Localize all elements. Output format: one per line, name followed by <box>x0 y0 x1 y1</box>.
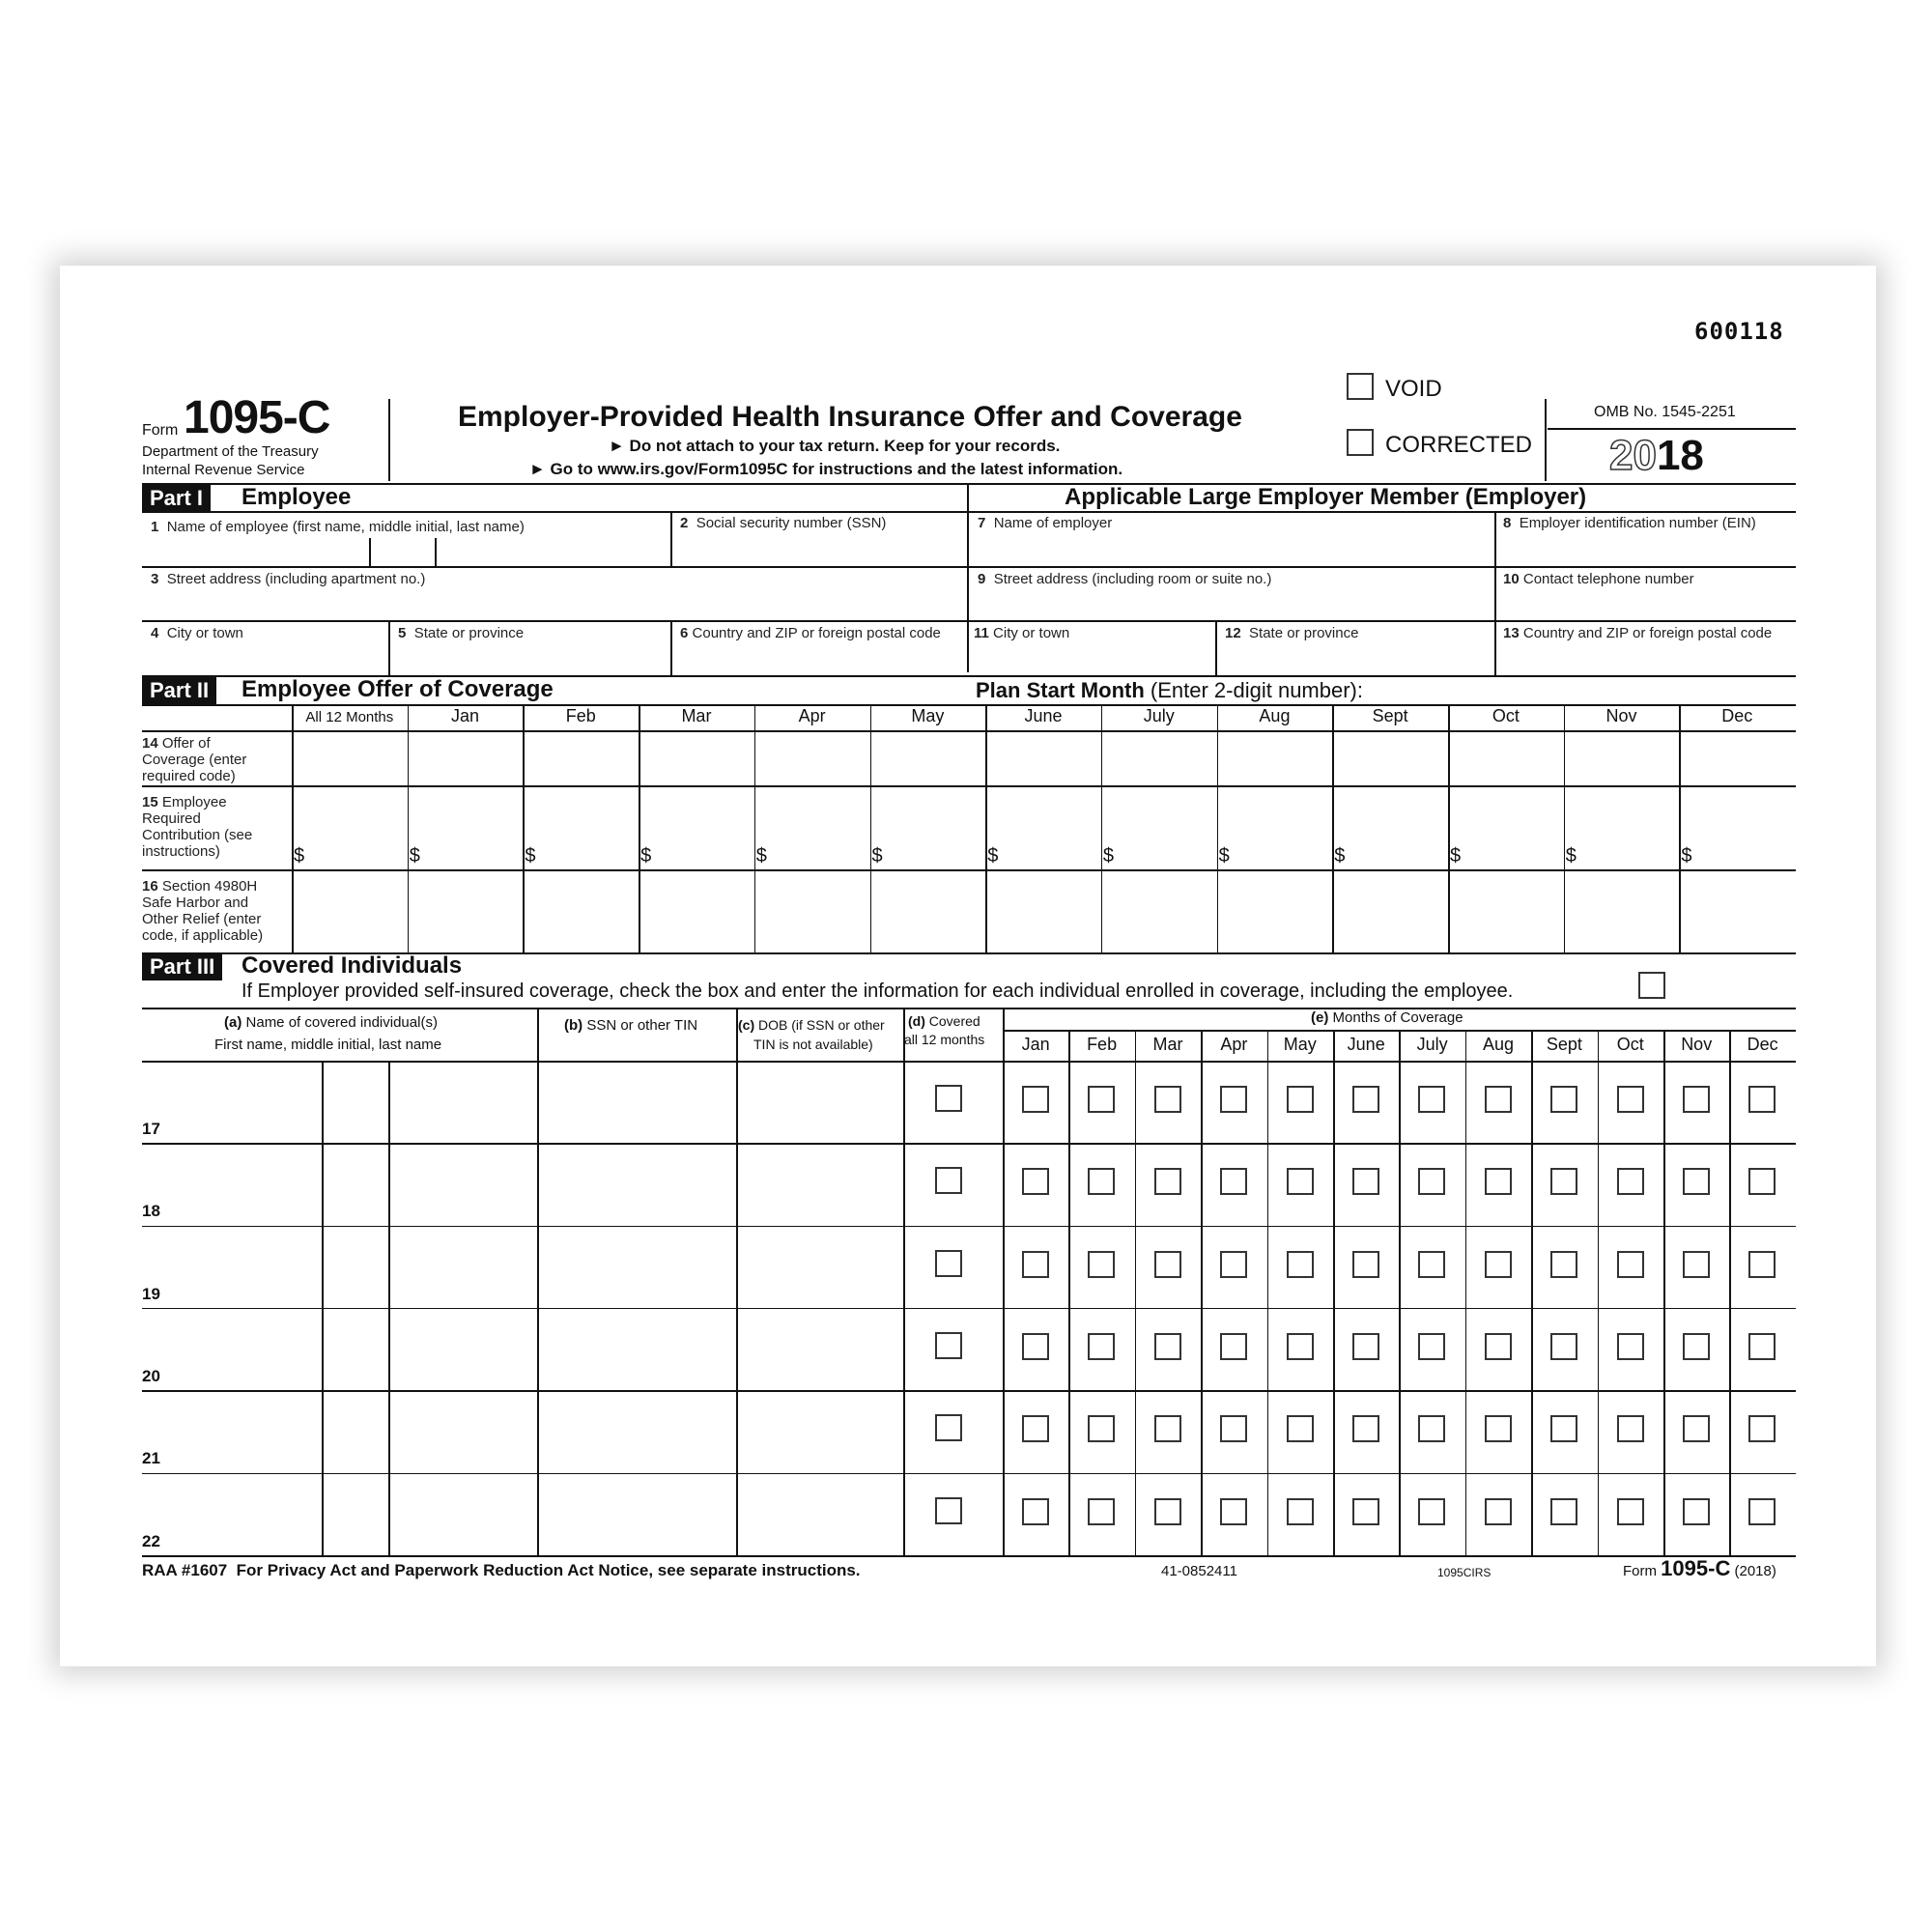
row-number: 17 <box>142 1120 160 1138</box>
covered-12-months-checkbox[interactable] <box>935 1497 962 1524</box>
field-12-label: 12 State or province <box>1225 625 1359 641</box>
field-1-label: 1 Name of employee (first name, middle initial, last name) <box>151 519 525 535</box>
field-13-label: 13 Country and ZIP or foreign postal code <box>1503 625 1773 641</box>
col-a-header-line1: (a) Name of covered individual(s) <box>224 1014 438 1031</box>
instruction-line-2: ► Go to www.irs.gov/Form1095C for instructions and the latest information. <box>529 460 1123 478</box>
part3-month-divider <box>1201 1030 1203 1555</box>
part2-col-header: Mar <box>681 706 712 725</box>
month-coverage-checkbox[interactable] <box>1022 1168 1049 1195</box>
irs-line: Internal Revenue Service <box>142 462 305 478</box>
part2-col-header: Oct <box>1492 706 1520 725</box>
month-coverage-checkbox[interactable] <box>1418 1415 1445 1442</box>
part3-month-header: Dec <box>1747 1035 1778 1054</box>
part3-month-divider <box>1465 1030 1467 1555</box>
part2-col-divider <box>408 704 410 952</box>
part3-month-divider <box>1333 1030 1335 1555</box>
part2-col-divider <box>639 704 640 952</box>
dollar-sign: $ <box>1450 845 1462 867</box>
month-coverage-checkbox[interactable] <box>1022 1498 1049 1525</box>
control-number: 600118 <box>1694 318 1784 345</box>
part3-row-line <box>142 1226 1796 1228</box>
month-coverage-checkbox[interactable] <box>1287 1251 1314 1278</box>
month-coverage-checkbox[interactable] <box>1220 1086 1247 1113</box>
part3-title: Covered Individuals <box>242 952 463 979</box>
month-coverage-checkbox[interactable] <box>1154 1415 1181 1442</box>
footer-code-2: 1095CIRS <box>1437 1566 1492 1579</box>
dollar-sign: $ <box>1102 845 1115 867</box>
omb-number: OMB No. 1545-2251 <box>1594 404 1736 420</box>
month-coverage-checkbox[interactable] <box>1748 1086 1776 1113</box>
part2-col-header: Aug <box>1259 706 1291 725</box>
month-coverage-checkbox[interactable] <box>1088 1086 1115 1113</box>
month-coverage-checkbox[interactable] <box>1154 1168 1181 1195</box>
month-coverage-checkbox[interactable] <box>1617 1333 1644 1360</box>
row-number: 21 <box>142 1449 160 1468</box>
row-15-label: 15 Employee Required Contribution (see instructions) <box>142 794 253 860</box>
covered-12-months-checkbox[interactable] <box>935 1085 962 1112</box>
row-16-label: 16 Section 4980H Safe Harbor and Other Relief (enter code, if applicable) <box>142 878 264 944</box>
month-coverage-checkbox[interactable] <box>1485 1498 1512 1525</box>
part2-col-header: Feb <box>565 706 596 725</box>
col-c-header-line1: (c) DOB (if SSN or other <box>738 1017 885 1033</box>
month-coverage-checkbox[interactable] <box>1287 1415 1314 1442</box>
month-coverage-checkbox[interactable] <box>1418 1251 1445 1278</box>
dollar-sign: $ <box>755 845 767 867</box>
part2-col-header: Jan <box>451 706 480 725</box>
part3-month-divider <box>1729 1030 1731 1555</box>
month-coverage-checkbox[interactable] <box>1220 1168 1247 1195</box>
month-coverage-checkbox[interactable] <box>1485 1333 1512 1360</box>
month-coverage-checkbox[interactable] <box>1022 1251 1049 1278</box>
month-coverage-checkbox[interactable] <box>1617 1168 1644 1195</box>
month-coverage-checkbox[interactable] <box>1022 1333 1049 1360</box>
month-coverage-checkbox[interactable] <box>1352 1168 1379 1195</box>
covered-12-months-checkbox[interactable] <box>935 1332 962 1359</box>
month-coverage-checkbox[interactable] <box>1418 1168 1445 1195</box>
field-8-label: 8 Employer identification number (EIN) <box>1503 515 1756 531</box>
dollar-sign: $ <box>640 845 652 867</box>
month-coverage-checkbox[interactable] <box>1154 1086 1181 1113</box>
part2-col-divider <box>1217 704 1219 952</box>
month-coverage-checkbox[interactable] <box>1352 1086 1379 1113</box>
month-coverage-checkbox[interactable] <box>1418 1086 1445 1113</box>
part2-badge: Part II <box>142 677 216 704</box>
corrected-label: CORRECTED <box>1385 432 1533 458</box>
part2-col-header: July <box>1143 706 1175 725</box>
form-word: Form <box>142 422 179 439</box>
part2-col-divider <box>870 704 872 952</box>
part1-title: Employee <box>242 484 352 510</box>
covered-12-months-checkbox[interactable] <box>935 1167 962 1194</box>
part3-month-header: July <box>1416 1035 1448 1054</box>
field-5-label: 5 State or province <box>398 625 525 641</box>
part1-badge: Part I <box>142 485 211 512</box>
month-coverage-checkbox[interactable] <box>1352 1251 1379 1278</box>
month-coverage-checkbox[interactable] <box>1748 1498 1776 1525</box>
tax-year-light: 20 <box>1609 432 1657 479</box>
part3-row-line <box>142 1390 1796 1392</box>
form-number: 1095-C <box>184 392 330 443</box>
part3-month-header: Mar <box>1152 1035 1183 1054</box>
part2-col-header: Sept <box>1372 706 1408 725</box>
month-coverage-checkbox[interactable] <box>1352 1415 1379 1442</box>
month-coverage-checkbox[interactable] <box>1550 1086 1577 1113</box>
month-coverage-checkbox[interactable] <box>1617 1498 1644 1525</box>
form-sheet <box>60 266 1876 1666</box>
part2-col-divider <box>292 704 294 952</box>
month-coverage-checkbox[interactable] <box>1683 1251 1710 1278</box>
month-coverage-checkbox[interactable] <box>1088 1168 1115 1195</box>
field-6-label: 6 Country and ZIP or foreign postal code <box>680 625 941 641</box>
dollar-sign: $ <box>1218 845 1230 867</box>
month-coverage-checkbox[interactable] <box>1683 1415 1710 1442</box>
part2-col-header: May <box>911 706 945 725</box>
part2-col-header: Dec <box>1721 706 1753 725</box>
void-checkbox[interactable] <box>1347 373 1374 400</box>
row-number: 20 <box>142 1366 160 1385</box>
row-number: 19 <box>142 1284 160 1303</box>
part3-month-divider <box>1531 1030 1533 1555</box>
part2-col-divider <box>1679 704 1681 952</box>
part3-month-divider <box>1068 1030 1070 1555</box>
covered-12-months-checkbox[interactable] <box>935 1250 962 1277</box>
month-coverage-checkbox[interactable] <box>1088 1498 1115 1525</box>
department-line: Department of the Treasury <box>142 443 319 460</box>
part2-col-divider <box>1564 704 1566 952</box>
month-coverage-checkbox[interactable] <box>1485 1168 1512 1195</box>
row-number: 18 <box>142 1202 160 1221</box>
row-number: 22 <box>142 1531 160 1550</box>
part2-col-divider <box>1101 704 1103 952</box>
col-d-header-line2: all 12 months <box>904 1032 985 1047</box>
month-coverage-checkbox[interactable] <box>1683 1086 1710 1113</box>
part2-col-header: June <box>1024 706 1063 725</box>
part2-col-divider <box>1448 704 1450 952</box>
part3-month-header: Aug <box>1482 1035 1514 1054</box>
part2-col-header: Apr <box>798 706 826 725</box>
part3-month-divider <box>1663 1030 1665 1555</box>
month-coverage-checkbox[interactable] <box>1352 1498 1379 1525</box>
month-coverage-checkbox[interactable] <box>1220 1251 1247 1278</box>
month-coverage-checkbox[interactable] <box>1088 1251 1115 1278</box>
part2-col-divider <box>985 704 987 952</box>
part3-month-header: June <box>1347 1035 1385 1054</box>
part2-col-header: Nov <box>1605 706 1637 725</box>
col-e-header: (e) Months of Coverage <box>1311 1009 1463 1026</box>
part3-month-divider <box>1135 1030 1137 1555</box>
part3-row-line <box>142 1308 1796 1310</box>
month-coverage-checkbox[interactable] <box>1748 1333 1776 1360</box>
month-coverage-checkbox[interactable] <box>1022 1086 1049 1113</box>
month-coverage-checkbox[interactable] <box>1352 1333 1379 1360</box>
month-coverage-checkbox[interactable] <box>1287 1333 1314 1360</box>
month-coverage-checkbox[interactable] <box>1154 1498 1181 1525</box>
month-coverage-checkbox[interactable] <box>1550 1333 1577 1360</box>
field-11-label: 11 City or town <box>974 625 1070 641</box>
month-coverage-checkbox[interactable] <box>1287 1498 1314 1525</box>
void-label: VOID <box>1385 376 1442 402</box>
month-coverage-checkbox[interactable] <box>1550 1498 1577 1525</box>
month-coverage-checkbox[interactable] <box>1220 1498 1247 1525</box>
part3-month-divider <box>1267 1030 1269 1555</box>
part3-badge: Part III <box>142 953 222 980</box>
tax-year <box>1609 432 1704 480</box>
month-coverage-checkbox[interactable] <box>1748 1168 1776 1195</box>
field-4-label: 4 City or town <box>151 625 243 641</box>
dollar-sign: $ <box>525 845 536 867</box>
footer-code-1: 41-0852411 <box>1161 1563 1237 1579</box>
col-a-header-line2: First name, middle initial, last name <box>214 1037 442 1053</box>
month-coverage-checkbox[interactable] <box>1683 1168 1710 1195</box>
dollar-sign: $ <box>987 845 999 867</box>
month-coverage-checkbox[interactable] <box>1550 1168 1577 1195</box>
part3-row-line <box>142 1473 1796 1475</box>
part3-month-header: Feb <box>1087 1035 1118 1054</box>
part2-col-header: All 12 Months <box>305 709 394 725</box>
dollar-sign: $ <box>1681 845 1692 867</box>
part3-month-header: Oct <box>1616 1035 1644 1054</box>
field-2-label: 2 Social security number (SSN) <box>680 515 887 531</box>
month-coverage-checkbox[interactable] <box>1485 1251 1512 1278</box>
part3-month-divider <box>1598 1030 1600 1555</box>
covered-12-months-checkbox[interactable] <box>935 1414 962 1441</box>
month-coverage-checkbox[interactable] <box>1617 1086 1644 1113</box>
dollar-sign: $ <box>871 845 883 867</box>
part2-col-divider <box>754 704 756 952</box>
month-coverage-checkbox[interactable] <box>1683 1498 1710 1525</box>
month-coverage-checkbox[interactable] <box>1418 1498 1445 1525</box>
dollar-sign: $ <box>1565 845 1577 867</box>
self-insured-checkbox[interactable] <box>1638 972 1665 999</box>
dollar-sign: $ <box>294 845 305 867</box>
month-coverage-checkbox[interactable] <box>1154 1251 1181 1278</box>
part3-month-header: Apr <box>1220 1035 1248 1054</box>
month-coverage-checkbox[interactable] <box>1485 1415 1512 1442</box>
part2-title: Employee Offer of Coverage <box>242 676 554 702</box>
part3-month-header: Jan <box>1021 1035 1050 1054</box>
month-coverage-checkbox[interactable] <box>1550 1251 1577 1278</box>
tax-year-bold: 18 <box>1656 432 1704 479</box>
part3-month-header: Sept <box>1546 1035 1582 1054</box>
month-coverage-checkbox[interactable] <box>1748 1251 1776 1278</box>
month-coverage-checkbox[interactable] <box>1550 1415 1577 1442</box>
dollar-sign: $ <box>1334 845 1346 867</box>
field-7-label: 7 Name of employer <box>978 515 1113 531</box>
month-coverage-checkbox[interactable] <box>1617 1415 1644 1442</box>
month-coverage-checkbox[interactable] <box>1418 1333 1445 1360</box>
plan-start-month: Plan Start Month (Enter 2-digit number): <box>976 678 1363 702</box>
part3-month-divider <box>1399 1030 1401 1555</box>
month-coverage-checkbox[interactable] <box>1220 1333 1247 1360</box>
month-coverage-checkbox[interactable] <box>1220 1415 1247 1442</box>
employer-section-title: Applicable Large Employer Member (Employer) <box>1065 484 1587 510</box>
month-coverage-checkbox[interactable] <box>1617 1251 1644 1278</box>
month-coverage-checkbox[interactable] <box>1683 1333 1710 1360</box>
col-c-header-line2: TIN is not available) <box>753 1037 873 1052</box>
month-coverage-checkbox[interactable] <box>1287 1168 1314 1195</box>
part3-instruction: If Employer provided self-insured coverage, check the box and enter the information for each individual enrolled in coverage, including the employee. <box>242 980 1514 1002</box>
footer-privacy: RAA #1607 For Privacy Act and Paperwork Reduction Act Notice, see separate instructions. <box>142 1561 861 1579</box>
month-coverage-checkbox[interactable] <box>1485 1086 1512 1113</box>
footer-form-id: Form 1095-C (2018) <box>1623 1556 1776 1580</box>
part3-row-line <box>142 1143 1796 1145</box>
row-14-label: 14 Offer of Coverage (enter required code) <box>142 735 247 784</box>
part2-col-divider <box>1332 704 1334 952</box>
month-coverage-checkbox[interactable] <box>1088 1415 1115 1442</box>
part2-col-divider <box>523 704 525 952</box>
form-title: Employer-Provided Health Insurance Offer and Coverage <box>458 401 1242 433</box>
month-coverage-checkbox[interactable] <box>1154 1333 1181 1360</box>
month-coverage-checkbox[interactable] <box>1748 1415 1776 1442</box>
field-9-label: 9 Street address (including room or suite no.) <box>978 571 1272 587</box>
col-d-header-line1: (d) Covered <box>908 1013 980 1029</box>
field-3-label: 3 Street address (including apartment no.) <box>151 571 426 587</box>
month-coverage-checkbox[interactable] <box>1088 1333 1115 1360</box>
part3-month-header: May <box>1283 1035 1317 1054</box>
month-coverage-checkbox[interactable] <box>1022 1415 1049 1442</box>
dollar-sign: $ <box>409 845 420 867</box>
part3-month-header: Nov <box>1681 1035 1713 1054</box>
field-10-label: 10 Contact telephone number <box>1503 571 1694 587</box>
instruction-line-1: ► Do not attach to your tax return. Keep for your records. <box>609 437 1061 455</box>
corrected-checkbox[interactable] <box>1347 429 1374 456</box>
month-coverage-checkbox[interactable] <box>1287 1086 1314 1113</box>
col-b-header: (b) SSN or other TIN <box>564 1017 698 1034</box>
